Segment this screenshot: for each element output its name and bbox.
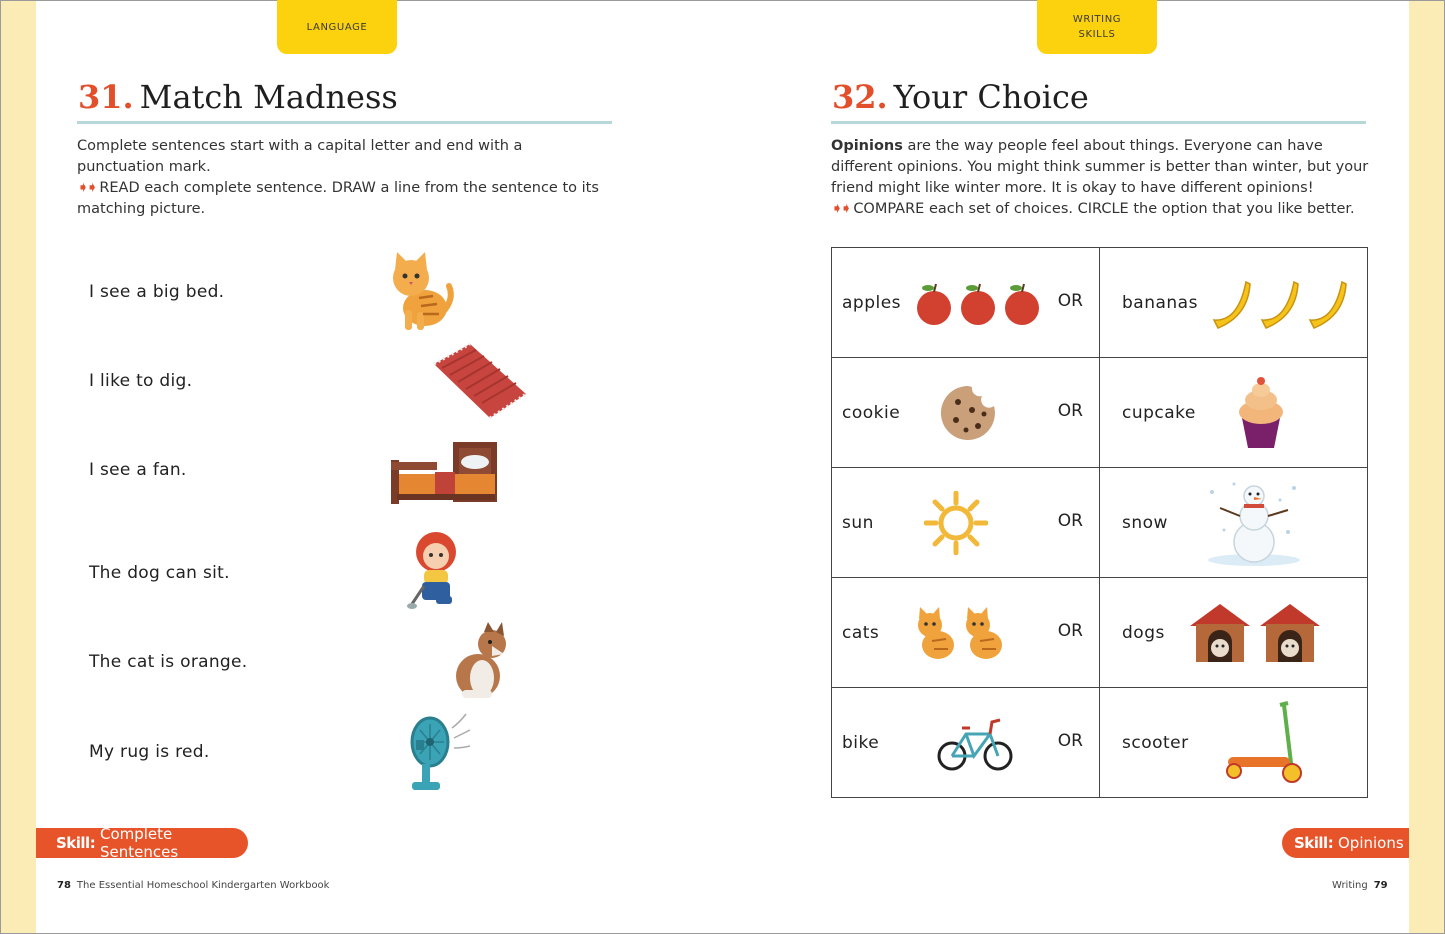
or-label: OR [1057,620,1083,641]
sentence-2[interactable]: I like to dig. [89,371,193,391]
book-title: The Essential Homeschool Kindergarten Workbook [76,880,330,891]
sentence-6[interactable]: My rug is red. [89,742,210,762]
choice-row [832,578,1368,688]
option-label: bike [842,732,880,753]
option-label: scooter [1122,732,1189,753]
option-label: dogs [1122,622,1165,643]
tab-label-line: SKILLS [1078,29,1116,40]
footer-left [57,880,329,891]
bed-icon[interactable] [389,440,501,506]
intro-rest: are the way people feel about things. Everyone can have [902,138,1323,154]
choice-row [832,358,1368,468]
sentence-1[interactable]: I see a big bed. [89,282,225,302]
skill-prefix: Skill: [1294,834,1334,852]
intro-line [831,136,1391,157]
skill-name: Complete Sentences [99,825,179,861]
snowman-icon [1204,480,1304,566]
choice-table [831,247,1368,798]
sentence-5[interactable]: The cat is orange. [89,652,248,672]
arrow-icon: ➧➧ [831,201,850,217]
girl-digging-icon[interactable] [406,530,466,612]
activity-number: 31. [78,78,134,116]
choice-right-snow[interactable] [1100,468,1368,578]
section-tab-writing-skills [1037,0,1157,54]
cookie-icon [938,384,998,442]
option-label: bananas [1122,292,1198,313]
activity-name: Your Choice [893,78,1089,116]
activity-title-32 [832,78,1089,116]
red-rug-icon[interactable] [430,340,530,422]
choice-row [832,248,1368,358]
skill-name: Opinions [1337,834,1404,852]
choice-left-bike[interactable] [832,688,1100,798]
activity-name: Match Madness [139,78,398,116]
or-label: OR [1057,510,1083,531]
activity-number: 32. [832,78,888,116]
title-rule [77,121,612,124]
or-label: OR [1057,290,1083,311]
apples-icon [914,280,1044,326]
arrow-icon: ➧➧ [77,180,96,196]
cats-icon [912,605,1012,661]
choice-row [832,688,1368,798]
intro-line: Complete sentences start with a capital letter and end with a [77,138,523,154]
page-number: 78 [57,880,71,891]
instruction-line: matching picture. [77,201,206,217]
option-label: snow [1122,512,1168,533]
dogs-icon [1188,602,1324,664]
choice-right-dogs[interactable] [1100,578,1368,688]
option-label: sun [842,512,874,533]
scooter-icon [1222,701,1304,785]
tab-label: LANGUAGE [306,21,368,33]
instruction-line [831,199,1391,220]
or-label: OR [1057,400,1083,421]
section-tab-language [277,0,397,54]
instruction-text: READ each complete sentence. DRAW a line from the sentence to its [99,180,599,196]
dog-sitting-icon[interactable] [448,622,510,700]
intro-text [77,136,622,220]
choice-left-sun[interactable] [832,468,1100,578]
choice-left-cookie[interactable] [832,358,1100,468]
cupcake-icon [1236,376,1286,450]
orange-cat-icon[interactable] [383,250,457,332]
choice-row [832,468,1368,578]
or-label: OR [1057,730,1083,751]
tab-label-line: WRITING [1072,14,1122,25]
bike-icon [936,714,1014,772]
choice-left-cats[interactable] [832,578,1100,688]
choice-right-scooter[interactable] [1100,688,1368,798]
sentence-4[interactable]: The dog can sit. [89,563,230,583]
choice-left-apples[interactable] [832,248,1100,358]
title-rule [831,121,1366,124]
skill-badge-left [36,825,248,861]
activity-title-31 [78,78,398,116]
intro-line: punctuation mark. [77,159,211,175]
instruction-text: COMPARE each set of choices. CIRCLE the option that you like better. [853,201,1355,217]
footer-right [1332,880,1394,891]
intro-bold: Opinions [831,138,903,154]
choice-right-cupcake[interactable] [1100,358,1368,468]
page-number: 79 [1373,880,1388,891]
section-name: Writing [1332,880,1368,891]
skill-prefix: Skill: [56,834,96,852]
bananas-icon [1208,276,1353,330]
instruction-line [77,178,622,199]
option-label: cookie [842,402,901,423]
intro-line: friend might like winter more. It is okay to have different opinions! [831,180,1314,196]
option-label: cats [842,622,880,643]
sun-icon [924,491,988,555]
option-label: cupcake [1122,402,1196,423]
sentence-3[interactable]: I see a fan. [89,460,187,480]
skill-badge-right [1282,828,1409,858]
fan-icon[interactable] [404,712,474,792]
intro-line: different opinions. You might think summer is better than winter, but your [831,159,1369,175]
intro-text [831,136,1391,220]
option-label: apples [842,292,902,313]
choice-right-bananas[interactable] [1100,248,1368,358]
